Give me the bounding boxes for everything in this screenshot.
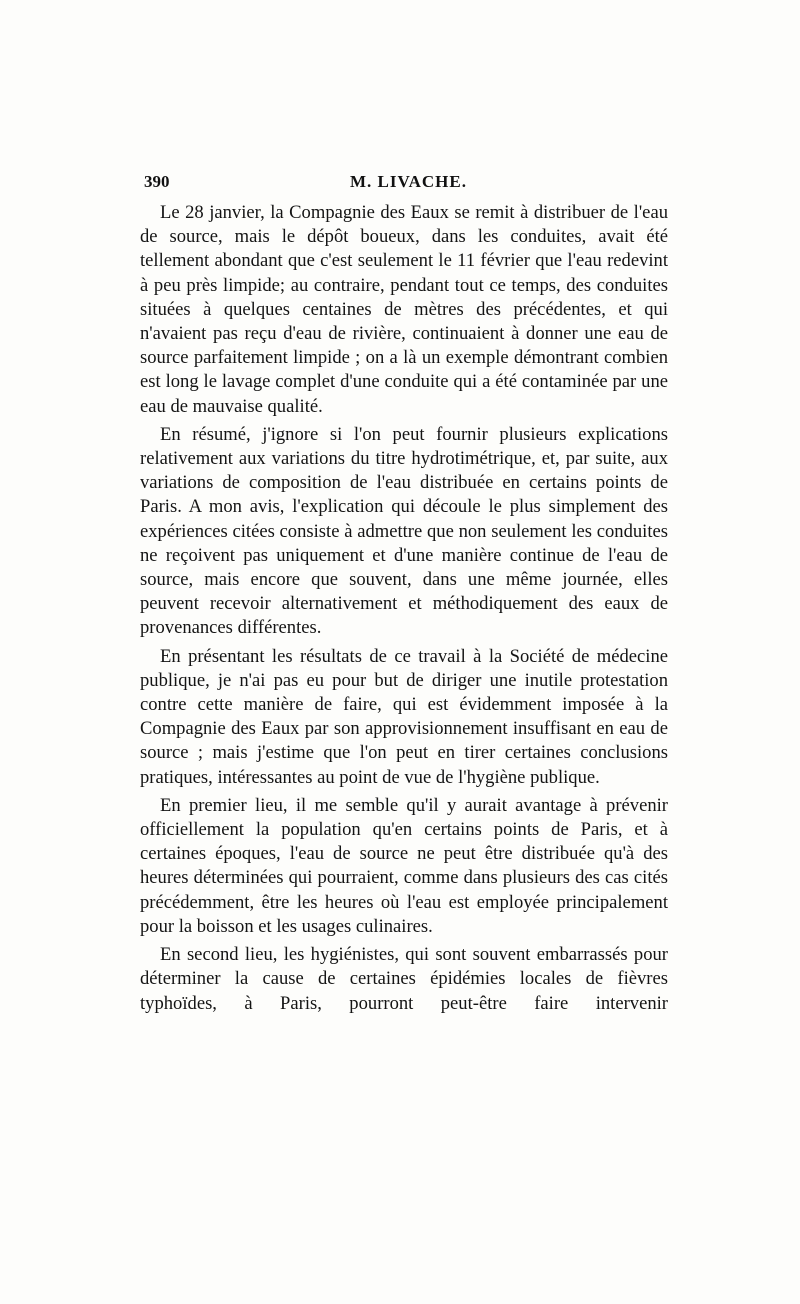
page-number: 390: [144, 172, 170, 191]
paragraph-1: Le 28 janvier, la Compagnie des Eaux se remit à distribuer de l'eau de source, mais le dépôt boueux, dans les conduites, avait été tellement abondant que c'est seulement le 11 février que l'eau redevint à peu près limpide; au contraire, pendant tout ce temps, des conduites situées à quelques centaines de mètres des précédentes, et qui n'avaient pas reçu d'eau de rivière, continuaient à donner une eau de source parfaitement limpide ; on a là un exemple démontrant combien est long le lavage complet d'une conduite qui a été contaminée par une eau de mauvaise qualité.: [140, 202, 668, 417]
body-text: [140, 201, 668, 1016]
paragraph-5: En second lieu, les hygiénistes, qui sont souvent embarrassés pour déterminer la cause de certaines épidémies locales de fièvres typhoïdes, à Paris, pourront peut-être faire intervenir: [140, 944, 668, 1014]
page-header: [144, 172, 672, 194]
paragraph-3: En présentant les résultats de ce travail à la Société de médecine publique, je n'ai pas eu pour but de diriger une inutile protestation contre cette manière de faire, qui est évidemment imposée à la Compagnie des Eaux par son approvisionnement insuffisant en eau de source ; mais j'estime que l'on peut en tirer certaines conclusions pratiques, intéressantes au point de vue de l'hygiène publique.: [140, 645, 668, 788]
paragraph-4: En premier lieu, il me semble qu'il y aurait avantage à prévenir officiellement la population qu'en certains points de Paris, et à certaines époques, l'eau de source ne peut être distribuée qu'à des heures déterminées qui pourraient, comme dans plusieurs des cas cités précédemment, être les heures où l'eau est employée principalement pour la boisson et les usages culinaires.: [140, 794, 668, 937]
paragraph-2: En résumé, j'ignore si l'on peut fournir plusieurs explications relativement aux variations du titre hydrotimétrique, et, par suite, aux variations de composition de l'eau distribuée en certains points de Paris. A mon avis, l'explication qui découle le plus simplement des expériences citées consiste à admettre que non seulement les conduites ne reçoivent pas uniquement et d'une manière continue de l'eau de source, mais encore que souvent, dans une même journée, elles peuvent recevoir alternativement et méthodiquement des eaux de provenances différentes.: [140, 423, 668, 639]
running-title: M. LIVACHE.: [350, 172, 467, 191]
